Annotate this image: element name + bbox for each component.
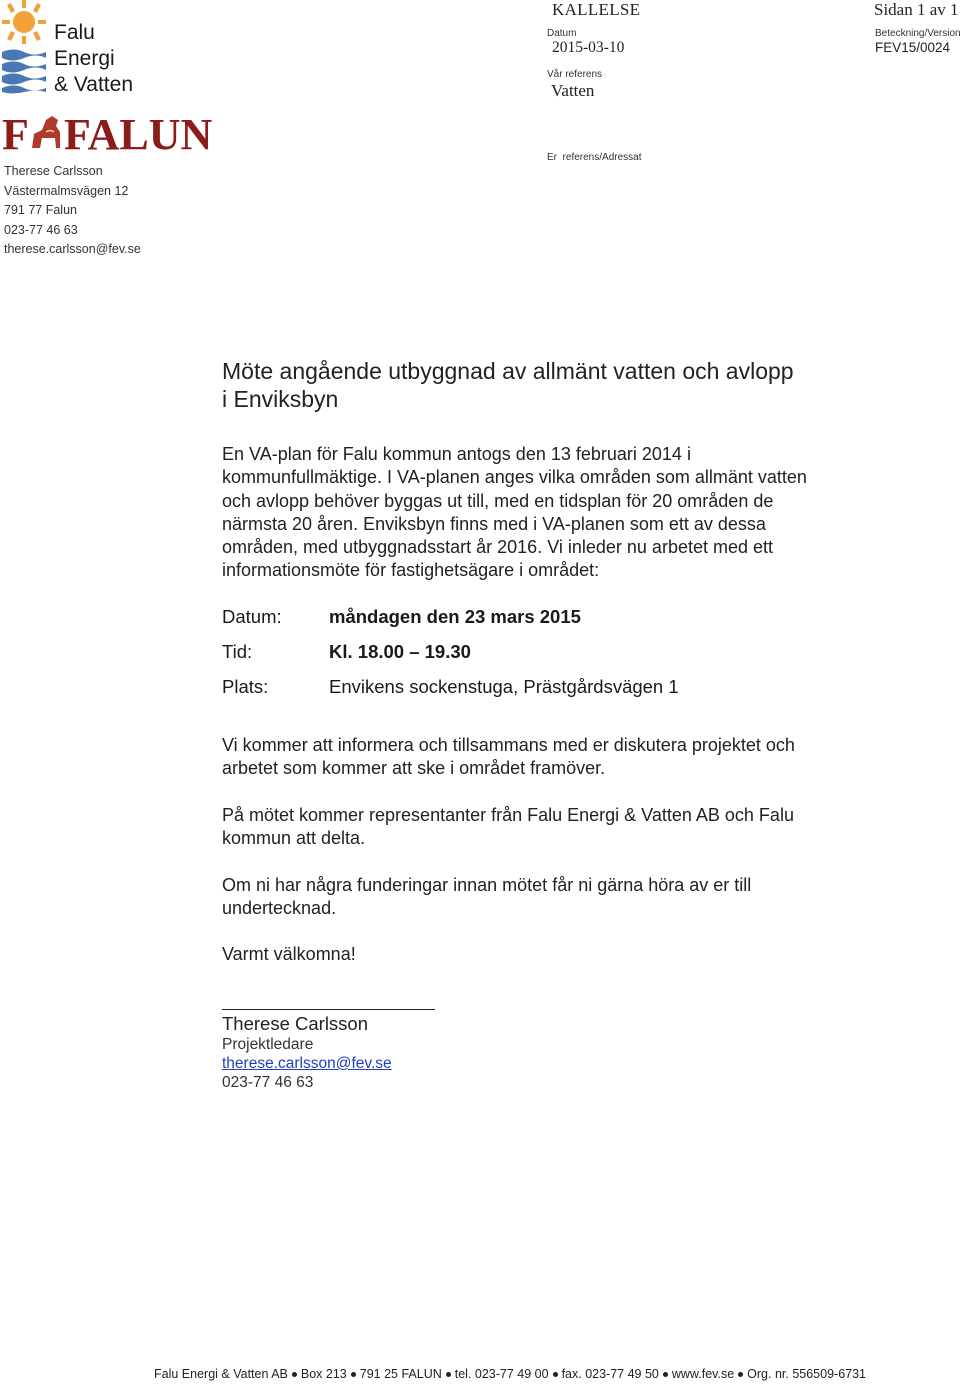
sun-water-logo-icon — [0, 0, 50, 96]
footer-fax: fax. 023-77 49 50 — [561, 1367, 659, 1381]
sender-address — [4, 162, 141, 260]
signature-phone: 023-77 46 63 — [222, 1074, 314, 1091]
designation-label: Beteckning/Version — [875, 28, 961, 39]
event-date-value: måndagen den 23 mars 2015 — [329, 606, 581, 627]
intro-line: En VA-plan för Falu kommun antogs den 13 februari 2014 i — [222, 444, 691, 464]
letter-title-line-2: i Enviksbyn — [222, 386, 339, 412]
sender-phone: 023-77 46 63 — [4, 222, 78, 237]
date-label: Datum — [547, 28, 577, 39]
designation-value: FEV15/0024 — [875, 40, 951, 55]
our-reference-value: Vatten — [551, 81, 595, 100]
page-number: Sidan 1 av 1 — [874, 0, 959, 19]
event-place-label: Plats: — [222, 676, 269, 697]
footer-postal: 791 25 FALUN — [359, 1367, 442, 1381]
paragraph-discussion: Vi kommer att informera och tillsammans med er diskutera projektet och arbetet som kommer att ske i området framöver. — [222, 735, 795, 779]
letter-title — [222, 357, 922, 413]
falun-logo — [2, 110, 213, 159]
paragraph-questions: Om ni har några funderingar innan mötet får ni gärna höra av er till undertecknad. — [222, 875, 752, 919]
bullet-icon — [351, 1372, 356, 1377]
footer-org-number: Org. nr. 556509-6731 — [747, 1367, 867, 1381]
falun-dala-horse-logo-icon — [2, 110, 213, 159]
bullet-icon — [663, 1372, 668, 1377]
sender-street: Västermalmsvägen 12 — [4, 183, 129, 198]
intro-line: närmsta 20 åren. Enviksbyn finns med i VA-planen som ett av dessa — [222, 513, 766, 534]
event-place-value: Envikens sockenstuga, Prästgårdsvägen 1 — [329, 676, 679, 697]
bullet-icon — [292, 1372, 297, 1377]
falun-text: FALUN — [64, 110, 213, 159]
sender-email: therese.carlsson@fev.se — [4, 242, 141, 256]
intro-paragraph — [222, 443, 942, 583]
document-type: KALLELSE — [552, 0, 641, 19]
intro-line: områden, med utbyggnadsstart år 2016. Vi inleder nu arbetet med ett — [222, 537, 774, 558]
event-time-label: Tid: — [222, 641, 253, 662]
event-date-label: Datum: — [222, 606, 282, 627]
event-time-value: Kl. 18.00 – 19.30 — [329, 641, 471, 662]
footer-box: Box 213 — [300, 1367, 347, 1381]
closing-greeting: Varmt välkomna! — [222, 944, 356, 964]
footer-company: Falu Energi & Vatten AB — [154, 1367, 288, 1381]
intro-line: kommunfullmäktige. I VA-planen anges vilka områden som allmänt vatten — [222, 467, 807, 488]
intro-line: informationsmöte för fastighetsägare i området: — [222, 560, 600, 581]
bullet-icon — [738, 1372, 743, 1377]
signature-role: Projektledare — [222, 1036, 314, 1053]
footer — [154, 1367, 866, 1381]
signature-line — [222, 1009, 435, 1010]
your-reference-label: Er referens/Adressat — [547, 152, 642, 163]
signature-name: Therese Carlsson — [222, 1013, 369, 1034]
sender-name: Therese Carlsson — [4, 164, 103, 178]
footer-phone: tel. 023-77 49 00 — [454, 1367, 549, 1381]
company-logo — [0, 0, 150, 100]
our-reference-label: Vår referens — [547, 69, 603, 80]
company-name: Falu Energi & Vatten — [54, 21, 133, 96]
footer-website: www.fev.se — [671, 1367, 735, 1381]
sender-city: 791 77 Falun — [4, 203, 77, 217]
paragraph-representatives: På mötet kommer representanter från Falu Energi & Vatten AB och Falu kommun att delta. — [222, 805, 794, 849]
svg-text:F: F — [2, 110, 29, 159]
bullet-icon — [446, 1372, 451, 1377]
intro-line: och avlopp behöver byggas ut till, med en tidsplan för 20 områden de — [222, 490, 774, 511]
date-value: 2015-03-10 — [552, 39, 625, 56]
letter-title-line-1: Möte angående utbyggnad av allmänt vatten och avlopp — [222, 358, 794, 384]
signature-email-link[interactable]: therese.carlsson@fev.se — [222, 1055, 392, 1072]
bullet-icon — [553, 1372, 558, 1377]
